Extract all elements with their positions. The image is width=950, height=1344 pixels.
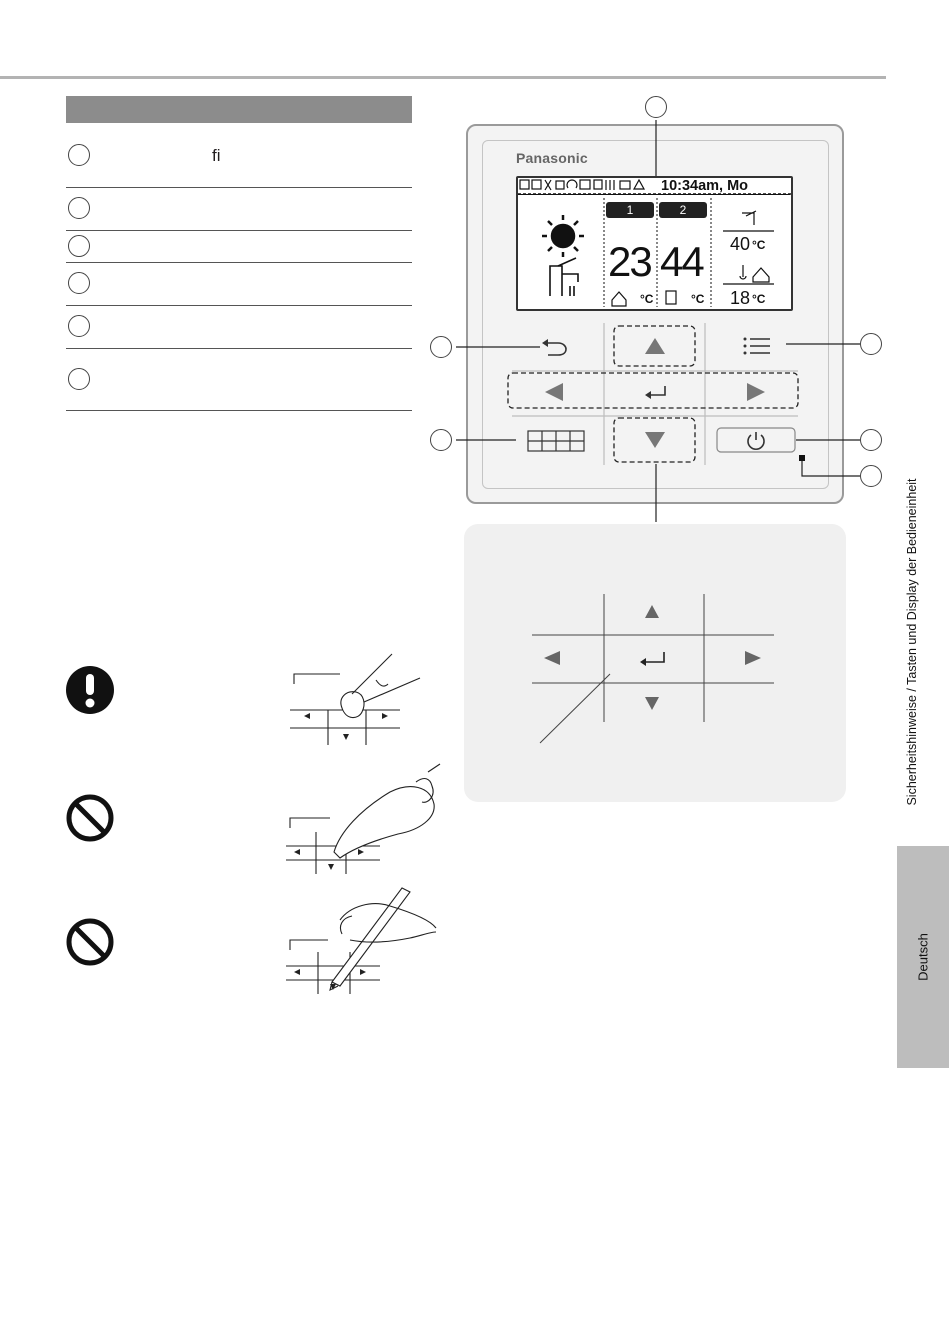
row-divider — [66, 305, 412, 306]
row-divider — [66, 262, 412, 263]
row-1-label: fi — [212, 146, 221, 165]
callout-circle-quick-menu — [430, 429, 452, 451]
quick-menu-button[interactable] — [527, 430, 585, 452]
row-divider — [66, 187, 412, 188]
row-number-circle-5 — [68, 315, 90, 337]
row-number-circle-4 — [68, 272, 90, 294]
tank-unit: °C — [752, 238, 766, 252]
fingernail-touch-illustration — [280, 760, 450, 875]
power-button[interactable] — [716, 427, 796, 453]
up-arrow-button[interactable] — [643, 336, 667, 356]
down-arrow-button[interactable] — [643, 430, 667, 450]
callout-circle-menu — [860, 333, 882, 355]
zone-2-temperature: 44 — [660, 238, 703, 285]
section-title-vertical: Sicherheitshinweise / Tasten und Display der Bedieneinheit — [905, 478, 919, 806]
row-number-circle-3 — [68, 235, 90, 257]
lcd-clock: 10:34am, Mo — [661, 178, 749, 194]
zone-2-unit: °C — [691, 292, 705, 306]
zone-1-unit: °C — [640, 292, 654, 306]
callout-circle-back — [430, 336, 452, 358]
callout-circle-power — [860, 429, 882, 451]
menu-button[interactable] — [742, 336, 772, 356]
zone-1-temperature: 23 — [608, 238, 651, 285]
brand-logo: Panasonic — [516, 150, 588, 166]
outdoor-unit: °C — [752, 292, 766, 306]
mandatory-exclamation-icon — [65, 665, 115, 715]
row-number-circle-6 — [68, 368, 90, 390]
row-divider — [66, 410, 412, 411]
row-divider — [66, 348, 412, 349]
row-number-circle-2 — [68, 197, 90, 219]
right-arrow-button[interactable] — [745, 381, 767, 403]
language-tab-label: Deutsch — [915, 933, 931, 981]
keypad-detail-grid — [464, 524, 846, 802]
enter-button[interactable] — [643, 385, 669, 401]
top-rule — [0, 76, 886, 79]
left-arrow-button[interactable] — [543, 381, 565, 403]
row-divider — [66, 230, 412, 231]
zone-2-label: 2 — [659, 202, 707, 218]
zone-1-label: 1 — [606, 202, 654, 218]
row-number-circle-1 — [68, 144, 90, 166]
pen-touch-illustration — [280, 880, 450, 995]
table-header-bar — [66, 96, 412, 123]
prohibited-icon — [65, 917, 115, 967]
prohibited-icon — [65, 793, 115, 843]
fingertip-touch-illustration — [280, 650, 440, 750]
callout-circle-led — [860, 465, 882, 487]
tank-temperature: 40 — [730, 234, 751, 254]
lcd-graphics — [518, 178, 791, 309]
outdoor-temperature: 18 — [730, 288, 751, 308]
back-button[interactable] — [540, 337, 570, 357]
operation-led-indicator — [799, 455, 805, 461]
